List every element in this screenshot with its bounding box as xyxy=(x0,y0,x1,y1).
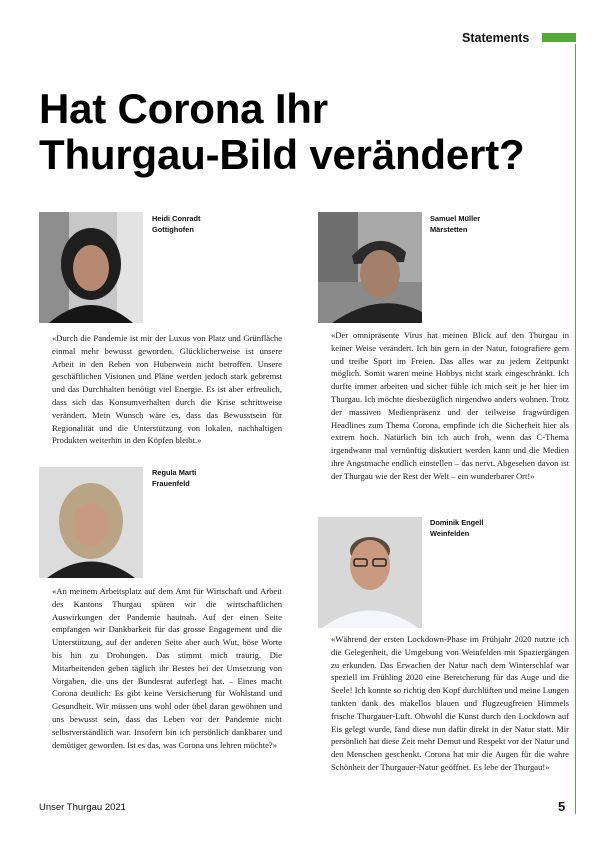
headline-line-2: Thurgau-Bild verändert? xyxy=(39,131,525,178)
page-edge-line xyxy=(575,44,576,814)
portrait-photo-3 xyxy=(39,467,143,578)
person-name-3: Regula Marti xyxy=(152,468,197,477)
section-accent-bar xyxy=(542,33,576,42)
footer-publication: Unser Thurgau 2021 xyxy=(39,802,126,813)
section-label: Statements xyxy=(462,31,530,45)
page-number: 5 xyxy=(558,799,566,814)
quote-1: «Durch die Pandemie ist mir der Luxus von Platz und Grünfläche einmal mehr bewusst geworden. Glücklicherweise ist unsere Arbeit in den Reben von Huberwein nicht betroffen. Unsere geschäftlichen Visionen und Pläne werden jedoch stark gebremst und das Durchhalten benötigt viel Energie. Es ist aber erfreulich, dass sich das Konsumverhalten durch die Krise schrittweise verändert. Mein Wunsch wäre es, dass das Bewusstsein für Regionalität und die Unterstützung von lokalen, nachhaltigen Produkten weiterhin in den Köpfen bleibt.» xyxy=(52,333,282,446)
person-name-4: Dominik Engell xyxy=(430,518,484,527)
quote-2: «Der omnipräsente Virus hat meinen Blick auf den Thurgau in keiner Weise verändert. Ich bin gern in der Natur, fotografiere gern und treibe Sport im Freien. Das alles war zu jedem Zeitpunkt möglich. Somit waren meine Hobbys nicht stark eingeschränkt. Ich durfte immer arbeiten und sicher fühle ich mich seit je her hier im Thurgau. Ich möchte diesbezüglich nirgendwo anders wohnen. Trotz der massiven Medienpräsenz und der teilweise fragwürdigen Headlines zum Thema Corona, empfinde ich die Sicherheit hier als extrem hoch. Natürlich bin ich auch froh, wenn das C-Thema irgendwann mal vernünftig diskutiert werden kann und die Medien ihre Angstmache endlich einstellen – das nervt. Abgesehen davon ist der Thurgau wie der Rest der Welt – ein wunderbarer Ort!» xyxy=(331,330,569,481)
person-place-3: Frauenfeld xyxy=(152,479,190,488)
person-name-2: Samuel Müller xyxy=(430,214,481,223)
headline-line-1: Hat Corona Ihr xyxy=(39,85,328,132)
person-place-2: Märstetten xyxy=(430,225,468,234)
portrait-photo-4 xyxy=(318,517,422,628)
person-place-1: Gottighofen xyxy=(152,225,194,234)
quote-3: «An meinem Arbeitsplatz auf dem Amt für Wirtschaft und Arbeit des Kantons Thurgau spüren wir die wirtschaftlichen Auswirkungen der Pandemie hautnah. Auf der einen Seite empfangen wir Dankbarkeit für das grosse Engagement und die Unterstützung, auf der anderen Seite aber auch Wut, böse Worte bis hin zu Drohungen. Das stimmt mich traurig. Die Mitarbeitenden geben täglich ihr Bestes bei der Umsetzung von Vorgaben, die uns der Bundesrat auferlegt hat. – Eines macht Corona deutlich: Es gibt keine Versicherung für Wohlstand und Gesundheit. Wir müssen uns wohl oder übel daran gewöhnen und uns bewusst sein, dass das Leben vor der Pandemie nicht selbstverständlich war. Insofern bin ich persönlich dankbarer und demütiger geworden. Ist es das, was Corona uns lehren möchte?» xyxy=(52,586,282,750)
person-place-4: Weinfelden xyxy=(430,529,470,538)
headline xyxy=(39,86,569,178)
quote-4: «Während der ersten Lockdown-Phase im Frühjahr 2020 nutzte ich die Gelegenheit, die Umgebung von Weinfelden mit Spaziergängen zu erkunden. Das Erwachen der Natur nach dem Winterschlaf war speziell im Frühling 2020 eine Bereicherung für das Auge und die Seele! Ich konnte so richtig den Kopf durchlüften und meine Lungen tankten dank des makellos blauen und flugzeugfreien Himmels frische Thurgauer-Luft. Obwohl die Kunst durch den Lockdown auf Eis gelegt wurde, fand diese nun dafür direkt in der Natur statt. Mir persönlich hat diese Zeit mehr Demut und Respekt vor der Natur und den Menschen geschenkt. Corona hat mir die Augen für die wahre Schönheit der Thurgauer-Natur geöffnet. Es lebe der Thurgau!» xyxy=(331,634,569,772)
portrait-photo-2 xyxy=(318,212,422,323)
portrait-photo-1 xyxy=(39,212,143,323)
person-name-1: Heidi Conradt xyxy=(152,214,201,223)
